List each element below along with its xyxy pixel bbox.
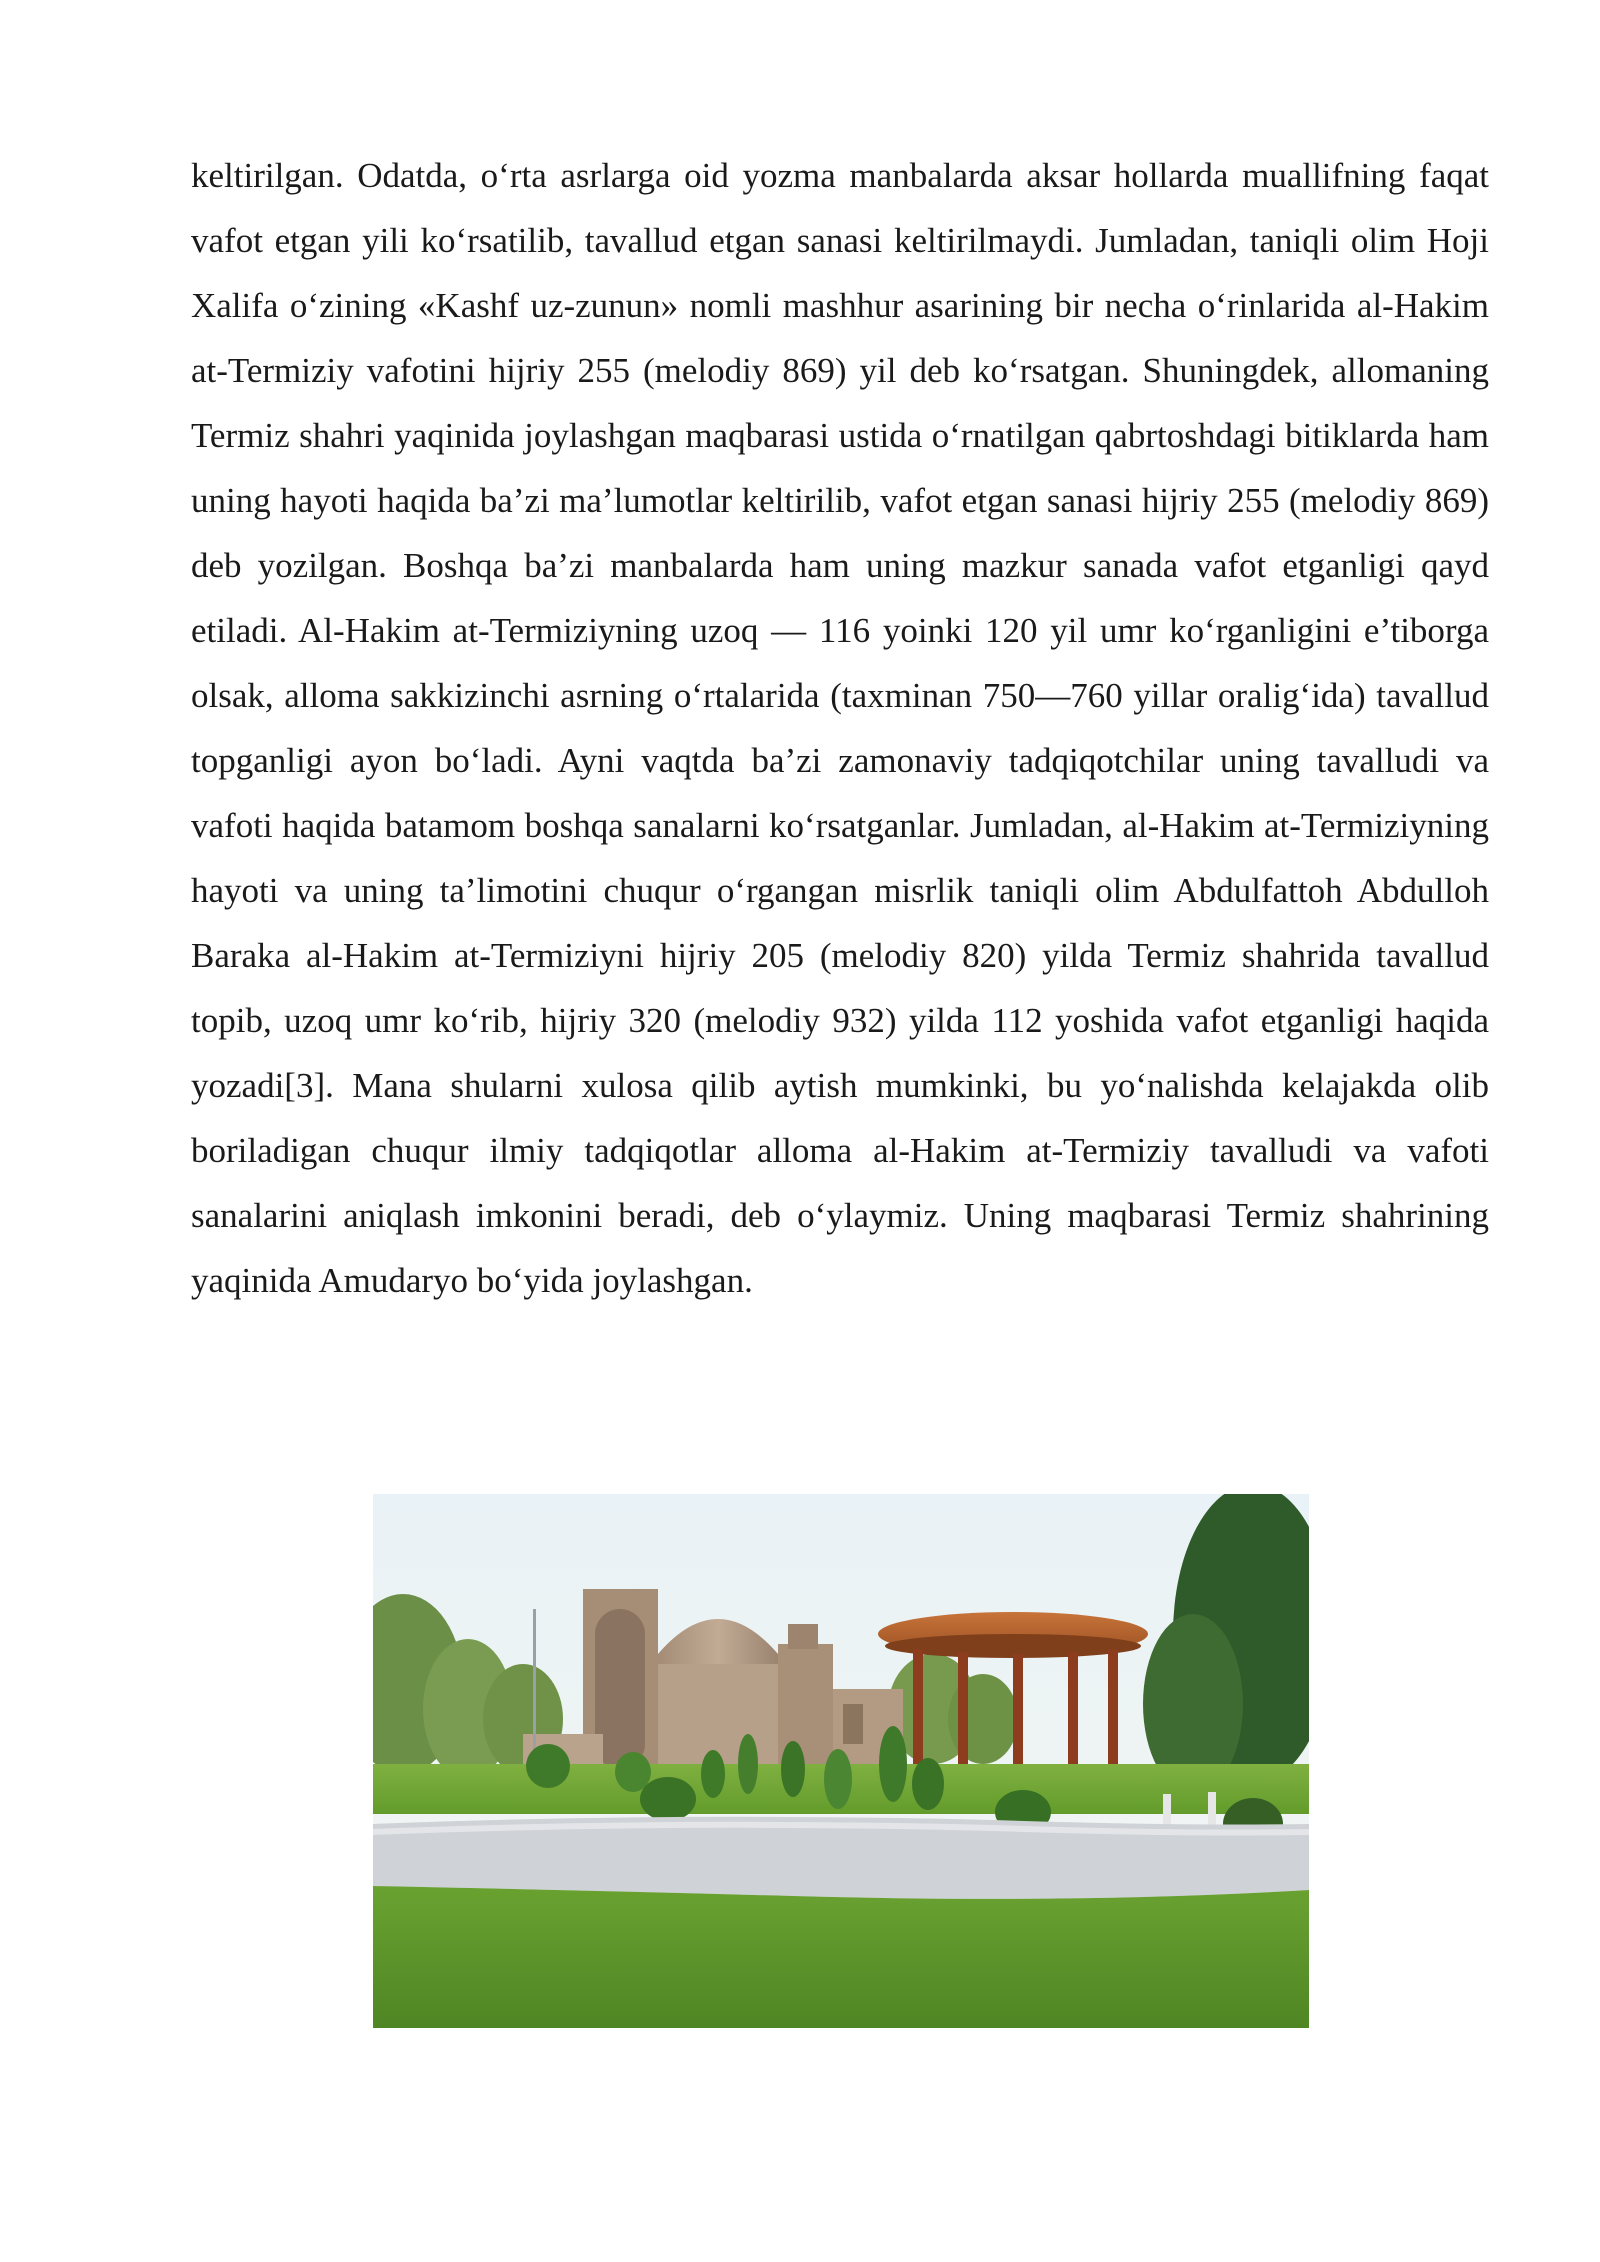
mausoleum-photo [373, 1494, 1309, 2028]
mausoleum-photo-illustration [373, 1494, 1309, 2028]
body-paragraph: keltirilgan. Odatda, o‘rta asrlarga oid yozma manbalarda aksar hollarda muallifning faqat vafot etgan yili ko‘rsatilib, tavallud etgan sanasi keltirilmaydi. Jumladan, taniqli olim Hoji Xalifa o‘zining «Kashf uz-zunun» nomli mashhur asarining bir necha o‘rinlarida al-Hakim at-Termiziy vafotini hijriy 255 (melodiy 869) yil deb ko‘rsatgan. Shuningdek, allomaning Termiz shahri yaqinida joylashgan maqbarasi ustida o‘rnatilgan qabrtoshdagi bitiklarda ham uning hayoti haqida ba’zi ma’lumotlar keltirilib, vafot etgan sanasi hijriy 255 (melodiy 869) deb yozilgan. Boshqa ba’zi manbalarda ham uning mazkur sanada vafot etganligi qayd etiladi. Al-Hakim at-Termiziyning uzoq — 116 yoinki 120 yil umr ko‘rganligini e’tiborga olsak, alloma sakkizinchi asrning o‘rtalarida (taxminan 750—760 yillar oralig‘ida) tavallud topganligi ayon bo‘ladi. Ayni vaqtda ba’zi zamonaviy tadqiqotchilar uning tavalludi va vafoti haqida batamom boshqa sanalarni ko‘rsatganlar. Jumladan, al-Hakim at-Termiziyning hayoti va uning ta’limotini chuqur o‘rgangan misrlik taniqli olim Abdulfattoh Abdulloh Baraka al-Hakim at-Termiziyni hijriy 205 (melodiy 820) yilda Termiz shahrida tavallud topib, uzoq umr ko‘rib, hijriy 320 (melodiy 932) yilda 112 yoshida vafot etganligi haqida yozadi[3]. Mana shularni xulosa qilib aytish mumkinki, bu yo‘nalishda kelajakda olib boriladigan chuqur ilmiy tadqiqotlar alloma al-Hakim at-Termiziy tavalludi va vafoti sanalarini aniqlash imkonini beradi, deb o‘ylaymiz. Uning maqbarasi Termiz shahrining yaqinida Amudaryo bo‘yida joylashgan. [191, 156, 1489, 1300]
